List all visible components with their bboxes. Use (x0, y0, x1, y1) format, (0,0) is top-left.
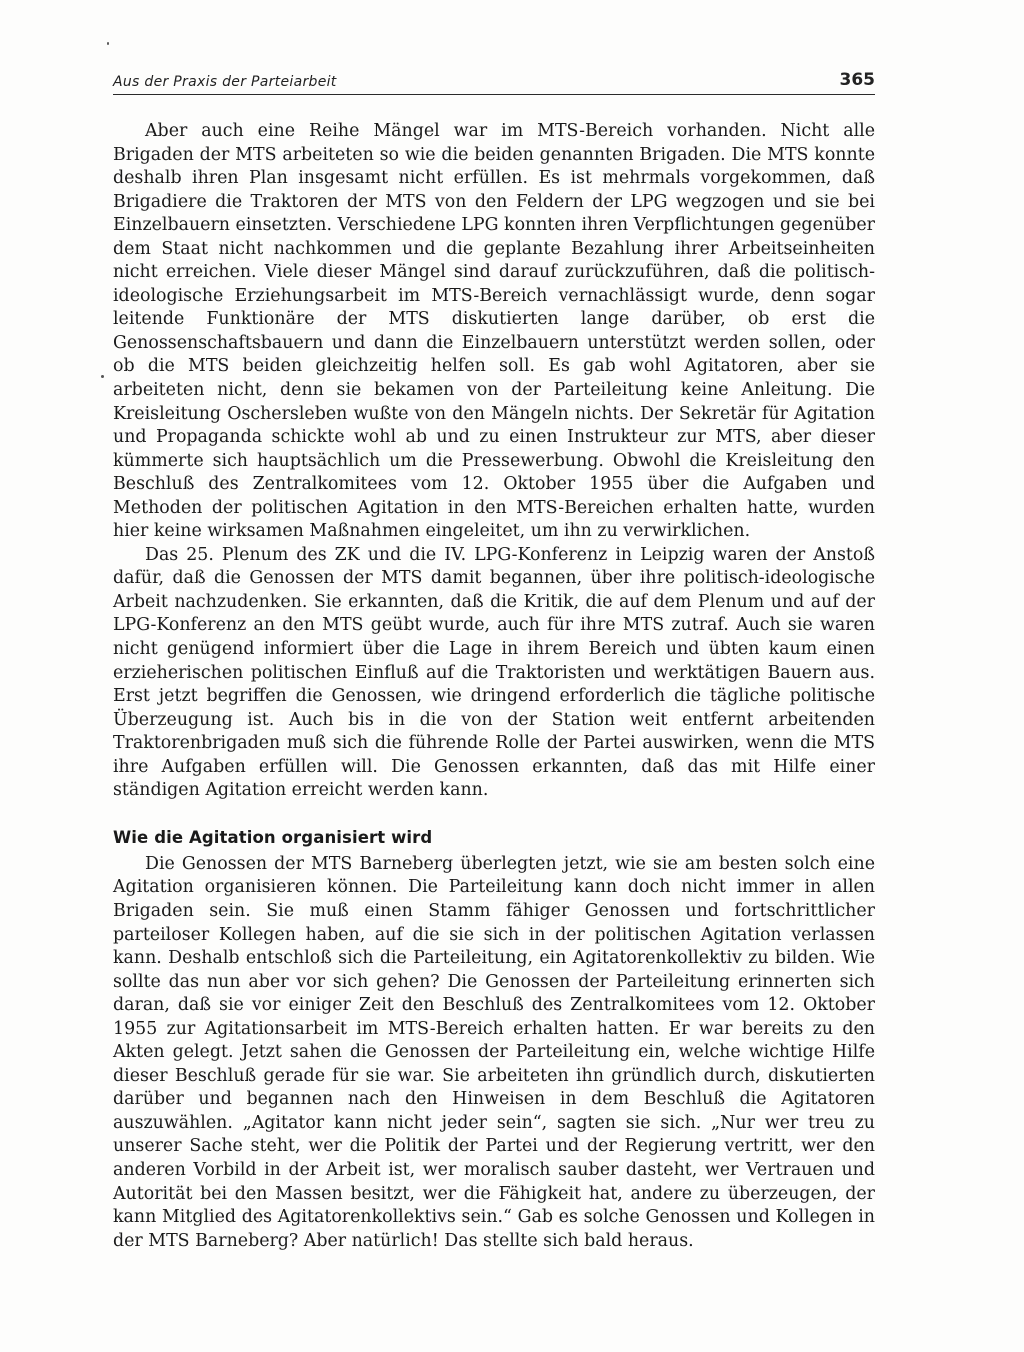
scan-speck (107, 42, 109, 45)
scan-speck (101, 375, 104, 378)
paragraph-3: Die Genossen der MTS Barneberg überlegten jetzt, wie sie am besten solch eine Agitation organisieren können. Die Parteileitung kann doch nicht immer in allen Brigaden sein. Sie muß einen Stamm fähiger Genossen und fortschrittlicher parteiloser Kollegen haben, auf die sie sich in der politischen Agitation verlassen kann. Deshalb entschloß sich die Parteileitung, ein Agitatorenkollektiv zu bilden. Wie sollte das nun aber vor sich gehen? Die Genossen der Parteileitung erinnerten sich daran, daß sie vor einiger Zeit den Beschluß des Zentralkomitees vom 12. Oktober 1955 zur Agitationsarbeit im MTS-Bereich erhalten hatten. Er war bereits zu den Akten gelegt. Jetzt sahen die Genossen der Parteileitung ein, welche wichtige Hilfe dieser Beschluß gerade für sie war. Sie arbeiteten ihn gründlich durch, diskutierten darüber und begannen nach den Hinweisen in dem Beschluß die Agitatoren auszuwählen. „Agitator kann nicht jeder sein“, sagten sie sich. „Nur wer treu zu unserer Sache steht, wer die Politik der Partei und der Regierung vertritt, wer den anderen Vorbild in der Arbeit ist, wer moralisch sauber dasteht, wer Vertrauen und Autorität bei den Massen besitzt, wer die Fähigkeit hat, andere zu überzeugen, der kann Mitglied des Agitatorenkollektivs sein.“ Gab es solche Genossen und Kollegen in der MTS Barneberg? Aber natürlich! Das stellte sich bald heraus. (113, 853, 875, 1251)
page-header (113, 66, 875, 95)
page-number: 365 (839, 70, 875, 90)
article-body (113, 120, 875, 1253)
paragraph-1: Aber auch eine Reihe Mängel war im MTS-Bereich vorhanden. Nicht alle Brigaden der MTS arbeiteten so wie die beiden genannten Brigaden. Die MTS konnte deshalb ihren Plan insgesamt nicht erfüllen. Es ist mehrmals vorgekommen, daß Brigadiere die Traktoren der MTS von den Feldern der LPG wegzogen und sie bei Einzelbauern einsetzten. Verschiedene LPG konnten ihren Verpflichtungen gegenüber dem Staat nicht nachkommen und die geplante Bezahlung ihrer Arbeitseinheiten nicht erreichen. Viele dieser Mängel sind darauf zurückzuführen, daß die politisch-ideologische Erziehungsarbeit im MTS-Bereich vernachlässigt wurde, denn sogar leitende Funktionäre der MTS diskutierten lange darüber, ob erst die Genossenschaftsbauern und dann die Einzelbauern unterstützt werden sollen, oder ob die MTS beiden gleichzeitig helfen soll. Es gab wohl Agitatoren, aber sie arbeiteten nicht, denn sie bekamen von der Parteileitung keine Anleitung. Die Kreisleitung Oschersleben wußte von den Mängeln nichts. Der Sekretär für Agitation und Propaganda schickte wohl ab und zu einen Instrukteur zur MTS, aber dieser kümmerte sich hauptsächlich um die Pressewerbung. Obwohl die Kreisleitung den Beschluß des Zentralkomitees vom 12. Oktober 1955 über die Aufgaben und Methoden der politischen Agitation in den MTS-Bereichen erhalten hatte, wurden hier keine wirksamen Maßnahmen eingeleitet, um ihn zu verwirklichen. (113, 121, 875, 542)
paragraph-2: Das 25. Plenum des ZK und die IV. LPG-Konferenz in Leipzig waren der Anstoß dafür, daß die Genossen der MTS damit begannen, über ihre politisch-ideologische Arbeit nachzudenken. Sie erkannten, daß die Kritik, die auf dem Plenum und auf der LPG-Konferenz an den MTS geübt wurde, auch für ihre MTS zutraf. Auch sie waren nicht genügend informiert über die Lage in ihrem Bereich und übten kaum einen erzieherischen politischen Einfluß auf die Traktoristen und werktätigen Bauern aus. Erst jetzt begriffen die Genossen, wie dringend erforderlich die tägliche politische Überzeugung ist. Auch bis in die von der Station weit entfernt arbeitenden Traktorenbrigaden muß sich die führende Rolle der Partei auswirken, wenn die MTS ihre Aufgaben erfüllen will. Die Genossen erkannten, daß das mit Hilfe einer ständigen Agitation erreicht werden kann. (113, 544, 875, 801)
running-title: Aus der Praxis der Parteiarbeit (113, 74, 337, 90)
section-heading: Wie die Agitation organisiert wird (113, 827, 433, 847)
